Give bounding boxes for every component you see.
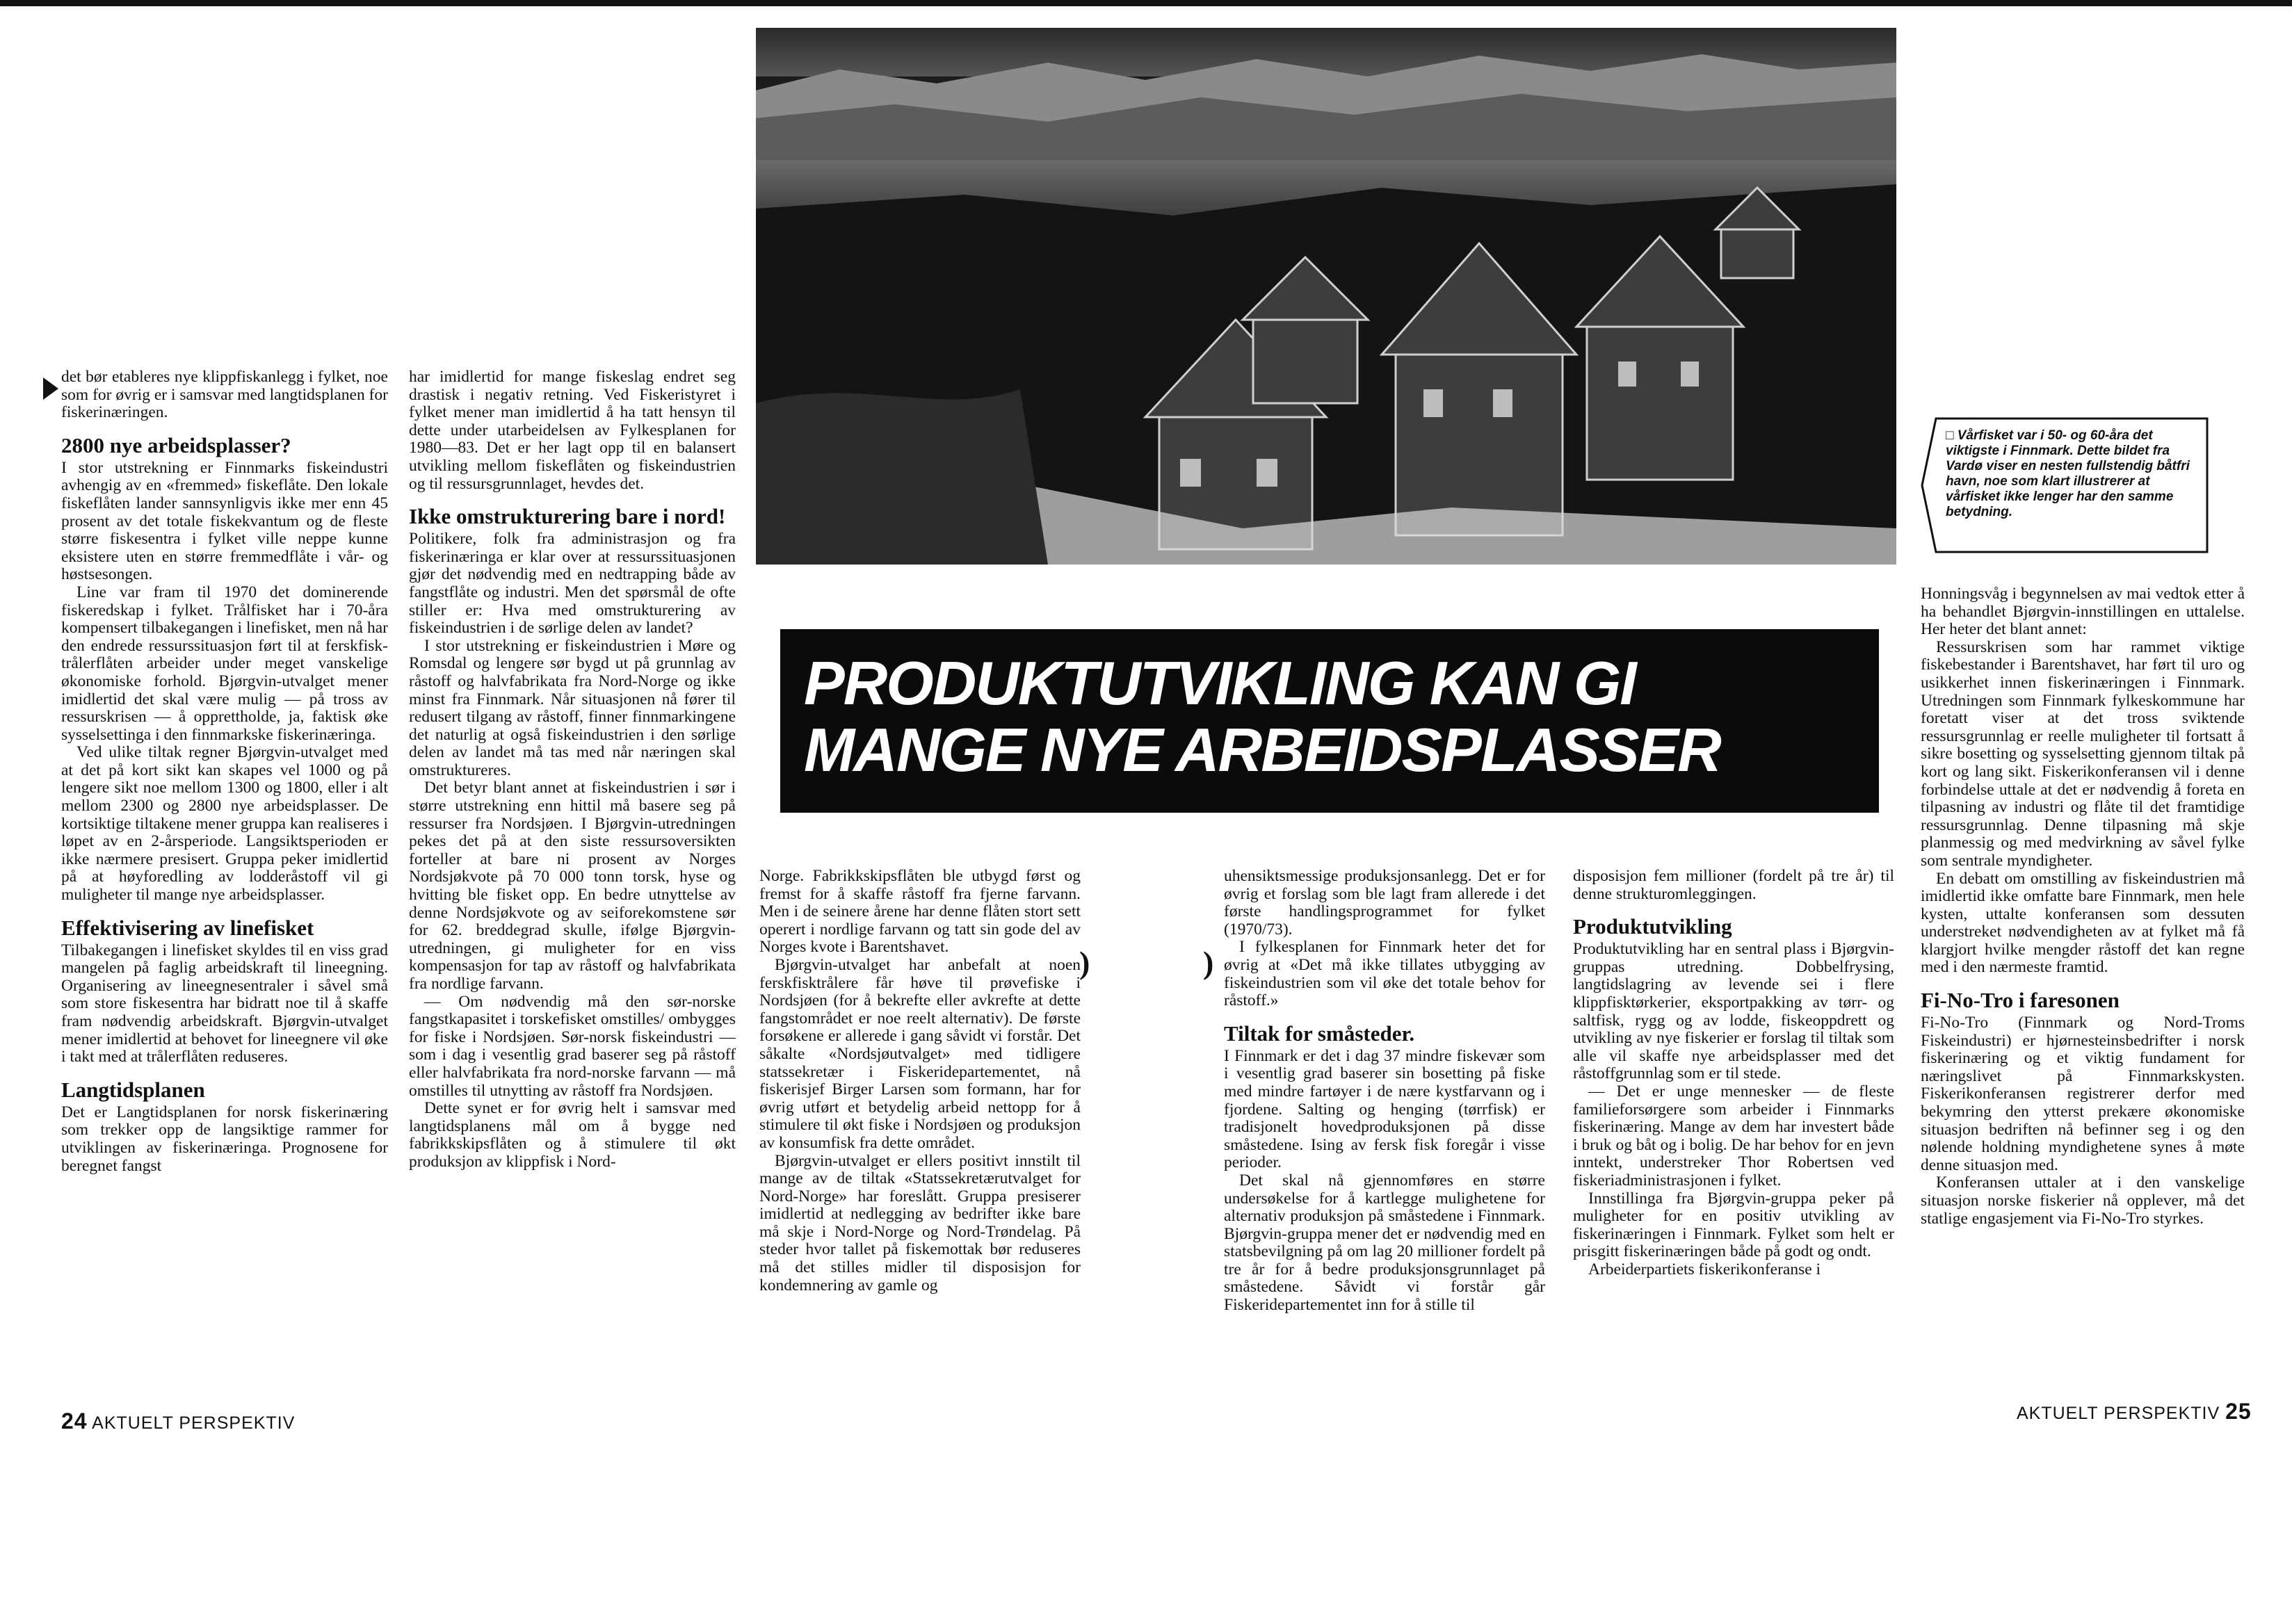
paragraph: Dette synet er for øvrig helt i samsvar med langtidsplanens mål om å bygge ned fabrikkskipsflåten og å stimulere til økt produksjon av klippfisk i Nord- — [409, 1099, 736, 1171]
column-2 — [409, 368, 736, 1171]
paragraph: har imidlertid for mange fiskeslag endret seg drastisk i negativ retning. Ved Fiskeristyret i fylket mener man imidlertid å ha tatt hensyn til dette under utarbeidelsen av Fylkesplanen for 1980—83. Det er her lagt opp til en balansert utvikling mellom fiskeflåten og fiskeindustrien og til ressursgrunnlaget, hevdes det. — [409, 368, 736, 493]
photo-caption-box — [1919, 416, 2211, 555]
paragraph: — Om nødvendig må den sør-norske fangstkapasitet i torskefisket omstilles/ ombygges for fiske i Nordsjøen. Sør-norsk fiskeindustri — som i dag i vesentlig grad baserer seg på råstoff eller halvfabrikata fra nord-norske farvann — må omstilles til utnytting av råstoff fra Nordsjøen. — [409, 992, 736, 1100]
column-1 — [61, 368, 388, 1175]
paragraph: disposisjon fem millioner (fordelt på tre år) til denne strukturomleggingen. — [1573, 867, 1894, 903]
page-number-left: 24 — [61, 1408, 88, 1434]
headline-banner — [780, 629, 1879, 813]
paragraph: Ressurskrisen som har rammet viktige fiskebestander i Barentshavet, har ført til uro og usikkerhet innen fiskerinæringen i Finnmark. Utredningen som Finnmark fylkeskommune har foretatt viser at det tross sviktende ressursgrunnlag er reelle muligheter til fortsatt å sikre bosetting og sysselsetting gjennom tiltak på kort og lang sikt. Fiskerikonferansen vil i denne forbindelse uttale at det er nødvendig å foreta en tilpasning av industri og flåte til det framtidige ressursgrunnlag. Denne tilpasning må skje planmessig og med medvirkning av såvel fylke som sentrale myndigheter. — [1921, 638, 2245, 870]
paragraph: Det er Langtidsplanen for norsk fiskerinæring som trekker opp de langsiktige rammer for utviklingen av fiskerinæringa. Prognosene for beregnet fangst — [61, 1103, 388, 1175]
start-mark-icon: ) — [1203, 945, 1214, 980]
paragraph: Bjørgvin-utvalget er ellers positivt innstilt til mange av de tiltak «Statssekretærutvalget for Nord-Norge» har foreslått. Gruppa presiserer imidlertid at nedlegging av bedrifter ikke bare må skje i Nord-Norge og Nord-Trøndelag. På steder hvor tallet på fiskemottak bør reduseres må det stilles midler til disposisjon for kondemnering av gamle og — [759, 1151, 1081, 1294]
paragraph: En debatt om omstilling av fiskeindustrien må imidlertid ikke omfatte bare Finnmark, men hele kysten, uttalte konferansen som dessuten understreket nødvendigheten av at fylket må få klargjort hvilke mengder råstoff det kan regne med i den nærmeste framtid. — [1921, 869, 2245, 977]
paragraph: Det betyr blant annet at fiskeindustrien i sør i større utstrekning enn hittil må basere seg på ressurser fra Nordsjøen. I Bjørgvin-utredningen pekes det på at den siste ressursoversikten forteller at bare ni prosent av Norges Nordsjøkvote på 70 000 tonn torsk, hyse og hvitting ble fisket opp. En bedre utnyttelse av denne Nordsjøkvote og av seiforekomstene sør for 62. breddegrad skulle, ifølge Bjørgvin-utredningen, gi muligheter for en viss kompensasjon for tap av råstoff og halvfabrikata fra nordlige farvann. — [409, 779, 736, 993]
paragraph: Innstillinga fra Bjørgvin-gruppa peker på muligheter for en positiv utvikling av fiskerinæringen i Finnmark. Fylket som helt er prisgitt fiskerinæringen både på godt og ondt. — [1573, 1189, 1894, 1261]
subheading: 2800 nye arbeidsplasser? — [61, 432, 291, 457]
top-rule — [0, 0, 2292, 6]
subheading: Produktutvikling — [1573, 914, 1732, 939]
paragraph: Honningsvåg i begynnelsen av mai vedtok etter å ha behandlet Bjørgvin-innstillingen en uttalelse. Her heter det blant annet: — [1921, 585, 2245, 639]
footer-left — [61, 1408, 295, 1434]
paragraph: Norge. Fabrikkskipsflåten ble utbygd først og fremst for å skaffe råstoff fra fjerne farvann. Men i de seinere årene har denne flåten stort sett operert i nordlige farvann og tatt sin gode del av Norges kvote i Barentshavet. — [759, 867, 1081, 957]
paragraph: — Det er unge mennesker — de fleste familieforsørgere som arbeider i Finnmarks fiskerinæring. Mange av dem har investert både i bruk og båt og i bolig. De har behov for en jevn inntekt, understreker Thor Robertsen ved fiskeriadministrasjonen i fylket. — [1573, 1082, 1894, 1189]
column-4 — [1224, 868, 1545, 1315]
page-number-right: 25 — [2225, 1399, 2252, 1424]
harbor-photo — [756, 28, 1896, 565]
paragraph: Ved ulike tiltak regner Bjørgvin-utvalget med at det på kort sikt kan skapes vel 1000 og på lengere sikt noe mellom 1300 og 1800, eller i alt mellom 2300 og 2800 nye arbeidsplasser. De kortsiktige tiltakene mener gruppa kan realiseres i løpet av en 2-årsperiode. Langsiktsperioden er ikke nærmere presisert. Gruppa peker imidlertid på at høyforedling av lodderåstoff vil gi muligheter til mange nye arbeidsplasser. — [61, 743, 388, 904]
paragraph: Line var fram til 1970 det dominerende fiskeredskap i fylket. Trålfisket har i 70-åra kompensert tilbakegangen i linefisket, men nå har den endrede ressurssituasjon ført til at ferskfisk-trålerflåten arbeider under meget vanskelige økonomiske forhold. Bjørgvin-utvalget mener imidlertid det skal være mulig — på tross av ressurskrisen — å opprettholde, ja, faktisk øke sysselsettinga i den finnmarkske fiskerinæringa. — [61, 583, 388, 744]
publication-name-right: AKTUELT PERSPEKTIV — [2017, 1404, 2220, 1423]
column-5 — [1573, 868, 1894, 1278]
paragraph: Politikere, folk fra administrasjon og fra fiskerinæringa er klar over at ressurssituasjonen gjør det nødvendig med en nedtrapping både av fangstflåte og industri. Men det spørsmål de ofte stiller er: Hva med omstrukturering av fiskeindustrien i de sørlige delen av landet? — [409, 530, 736, 638]
paragraph: Tilbakegangen i linefisket skyldes til en viss grad mangelen på faglig arbeidskraft til lineegning. Organisering av lineegnesentraler i såvel små som store fiskesentra har bidratt noe til å skaffe fram nødvendig arbeidskraft. Bjørgvin-utvalget mener imidlertid at behovet for lineegnere vil øke i takt med at trålerflåten reduseres. — [61, 941, 388, 1066]
paragraph: det bør etableres nye klippfiskanlegg i fylket, noe som for øvrig er i samsvar med langtidsplanen for fiskerinæringen. — [61, 368, 388, 422]
paragraph: uhensiktsmessige produksjonsanlegg. Det er for øvrig et forslag som ble lagt fram allerede i det første handlingsprogrammet for fylket (1970/73). — [1224, 867, 1545, 939]
publication-name-left: AKTUELT PERSPEKTIV — [92, 1413, 296, 1433]
headline-line-1: PRODUKTUTVIKLING KAN GI — [804, 649, 1636, 717]
column-3 — [759, 868, 1081, 1294]
headline-line-2: MANGE NYE ARBEIDSPLASSER — [804, 715, 1720, 784]
subheading: Fi-No-Tro i faresonen — [1921, 988, 2120, 1013]
paragraph: Arbeiderpartiets fiskerikonferanse i — [1588, 1260, 1821, 1278]
paragraph: Produktutvikling har en sentral plass i Bjørgvin-gruppas utredning. Dobbelfrysing, langtidslagring av levende sei i flere klippfisktørkerier, eksportpakking av tørr- og saltfisk, rygg og av lodde, fiskeoppdrett og utvikling av nye fiskerier er forslag til tiltak som alle vil skaffe nye arbeidsplasser med det råstoffgrunnlag som er til stede. — [1573, 940, 1894, 1083]
continuation-arrow-icon — [43, 377, 58, 400]
end-mark-icon: ) — [1079, 945, 1090, 980]
subheading: Effektivisering av linefisket — [61, 915, 314, 940]
paragraph: Det skal nå gjennomføres en større undersøkelse for å kartlegge mulighetene for alternativ produksjon på småstedene i Finnmark. Bjørgvin-gruppa mener det er nødvendig med en statsbevilgning på om lag 20 millioner fordelt på tre år for å bedre produksjonsgrunnlaget på småstedene. Såvidt vi forstår går Fiskeridepartementet inn for å stille til — [1224, 1171, 1545, 1315]
paragraph: Konferansen uttaler at i den vanskelige situasjon norske fiskerier nå opplever, må det statlige engasjement via Fi-No-Tro styrkes. — [1921, 1174, 2245, 1228]
subheading: Tiltak for småsteder. — [1224, 1021, 1415, 1046]
subheading: Langtidsplanen — [61, 1077, 205, 1102]
footer-right — [2017, 1399, 2252, 1424]
paragraph: I stor utstrekning er Finnmarks fiskeindustri avhengig av en «fremmed» fiskeflåte. Den lokale fiskeflåten lander sannsynligvis ikke mer enn 45 prosent av det totale fiskekvantum og de fleste større fiskesentra i fylket ville neppe kunne eksistere uten en større fremmedflåte i vår- og høstsesongen. — [61, 458, 388, 584]
paragraph: Fi-No-Tro (Finnmark og Nord-Troms Fiskeindustri) er hjørnesteinsbedrifter i norsk fiskerinæring og et viktig fundament for næringslivet på Finnmarkskysten. Fiskerikonferansen registrerer derfor med bekymring den ytterst prekære økonomiske situasjon bedriften nå befinner seg i og den nølende holdning myndighetene synes å møte denne situasjon med. — [1921, 1014, 2245, 1174]
column-6 — [1921, 585, 2245, 1228]
paragraph: I Finnmark er det i dag 37 mindre fiskevær som i vesentlig grad baserer sin bosetting på fiske med mindre fartøyer i de nære kystfarvann og i fjordene. Salting og henging (tørrfisk) er tradisjonelt hovedproduksjonen på disse småstedene. Ising av fersk fisk foregår i visse perioder. — [1224, 1046, 1545, 1172]
paragraph: Bjørgvin-utvalget har anbefalt at noen ferskfisktrålere får høve til prøvefiske i Nordsjøen (for å bekrefte eller avkrefte at dette fangstområdet er noe reelt alternativ). De første forsøkene er allerede i gang såvidt vi forstår. Det såkalte «Nordsjøutvalget» med tidligere statssekretær i Fiskeridepartementet, nå fiskerisjef Birger Larsen som formann, har for øvrig utført et betydelig arbeid nettopp for å stimulere til økt fiske i Nordsjøen og produksjon av konsumfisk fra dette området. — [759, 955, 1081, 1152]
subheading: Ikke omstrukturering bare i nord! — [409, 504, 726, 529]
paragraph: I stor utstrekning er fiskeindustrien i Møre og Romsdal og lengere sør bygd ut på grunnlag av råstoff og halvfabrikata fra Nord-Norge og ikke minst fra Finnmark. Når situasjonen nå fører til redusert tilgang av råstoff, finner finnmarkingene det naturlig at også fiskeindustrien i den sørlige delen av landet må tas med når næringen skal omstruktureres. — [409, 636, 736, 779]
paragraph: I fylkesplanen for Finnmark heter det for øvrig at «Det må ikke tillates utbygging av fiskeindustrien som vil øke det totale behov for råstoff.» — [1224, 938, 1545, 1010]
photo-caption: □ Vårfisket var i 50- og 60-åra det viktigste i Finnmark. Dette bildet fra Vardø viser en nesten fullstendig båtfri havn, noe som klart illustrerer at vårfisket ikke lenger har den samme betydning. — [1946, 428, 2190, 519]
